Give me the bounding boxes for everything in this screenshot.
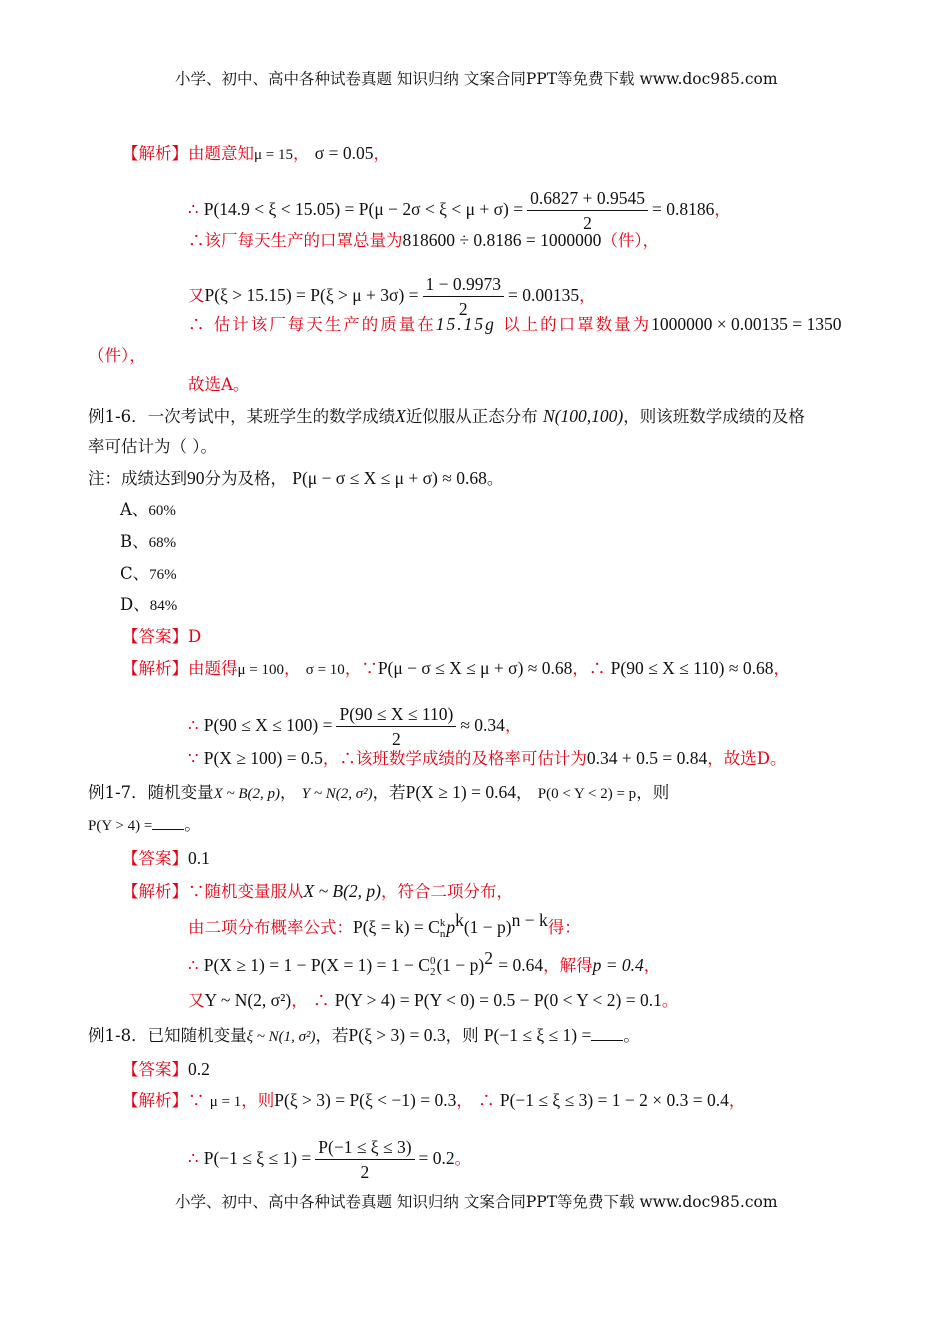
fraction: $\frac{1 - 0.9973}{2}$ [423,272,505,321]
therefore-symbol: ∴ [312,991,330,1010]
question-1-6: 例1-6．一次考试中，某班学生的数学成绩X近似服从正态分布 N(100,100)，则该班数学成绩的及格 [88,406,805,426]
because-symbol: ∵ [188,882,205,901]
answer-1-8: 【答案】0.2 [122,1059,210,1079]
analysis-1-7-line-2: 由二项分布概率公式：P(ξ = k) = C k n $p^k(1 - p)^{n - k}$得： [188,910,581,940]
option-b: B、68% [120,532,177,551]
solution-line-1: 【解析】由题意知μ = 15， σ = 0.05， [122,143,390,163]
therefore-symbol: ∴ [588,659,606,678]
solution-choice: 故选A。 [188,375,250,394]
question-label: 例1-8． [88,1026,148,1045]
solution-line-6: （件）， [88,346,146,365]
option-c: C、76% [120,564,177,583]
because-symbol: ∵ [188,1091,205,1110]
question-1-7-line-2: P(Y > 4) = 。 [88,815,201,834]
therefore-symbol: ∴ [188,231,205,250]
answer-1-6: 【答案】D [122,627,202,646]
solution-line-5: ∴ 估计该厂每天生产的质量在15.15g 以上的口罩数量为1000000 × 0.00135 = 1350 [188,314,842,334]
answer-blank [152,815,184,830]
sub-superscript: k n [439,916,446,940]
fraction: $\frac{P(-1 \le \xi \le 3)}{2}$ [315,1135,414,1184]
option-d: D、84% [120,595,178,614]
analysis-mark: 【解析】 [122,882,188,901]
therefore-symbol: ∴ [188,956,199,975]
therefore-symbol: ∴ [188,200,199,219]
therefore-symbol: ∴ [188,716,199,735]
solution-line-3: ∴该厂每天生产的口罩总量为818600 ÷ 0.8186 = 1000000（件）， [188,230,660,250]
analysis-1-8-line-1: 【解析】∵ μ = 1，则P(ξ > 3) = P(ξ < −1) = 0.3， ∴ P(−1 ≤ ξ ≤ 3) = 1 − 2 × 0.3 = 0.4， [122,1090,746,1110]
sub-superscript: 0 2 [429,954,436,978]
page-footer: 小学、初中、高中各种试卷真题 知识归纳 文案合同PPT等免费下载 www.doc985.com [175,1193,778,1211]
analysis-mark: 【解析】 [122,1091,188,1110]
therefore-symbol: ∴ [478,1091,495,1110]
analysis-1-7-line-1: 【解析】∵随机变量服从X ~ B(2, p)，符合二项分布， [122,881,514,901]
analysis-1-6-line-1: 【解析】由题得μ = 100， σ = 10，∵P(μ − σ ≤ X ≤ μ + σ) ≈ 0.68，∴ P(90 ≤ X ≤ 110) ≈ 0.68， [122,658,790,678]
answer-mark: 【答案】 [122,627,188,646]
therefore-symbol: ∴ [339,749,356,768]
analysis-mark: 【解析】 [122,144,188,163]
because-symbol: ∵ [188,749,199,768]
therefore-symbol: ∴ [188,315,207,334]
question-label: 例1-7． [88,783,148,802]
fraction: $\frac{P(90 \le X \le 110)}{2}$ [336,702,456,751]
therefore-symbol: ∴ [188,1149,199,1168]
solution-line-2: ∴ P(14.9 < ξ < 15.05) = P(μ − 2σ < ξ < μ + σ) = $\frac{0.6827 + 0.9545}{2}$ = 0.8186， [188,188,731,233]
option-a: A、60% [120,500,176,519]
answer-mark: 【答案】 [122,1060,188,1079]
answer-1-7: 【答案】0.1 [122,848,210,868]
analysis-1-8-line-2: ∴ P(−1 ≤ ξ ≤ 1) = $\frac{P(-1 \le \xi \le 3)}{2}$ = 0.2。 [188,1137,472,1182]
analysis-1-6-line-2: ∴ P(90 ≤ X ≤ 100) = $\frac{P(90 \le X \le 110)}{2}$ ≈ 0.34， [188,704,522,749]
question-1-7: 例1-7．随机变量X ~ B(2, p)， Y ~ N(2, σ²)，若P(X ≥ 1) = 0.64， P(0 < Y < 2) = p，则 [88,782,670,802]
analysis-1-7-line-4: 又Y ~ N(2, σ²)， ∴ P(Y > 4) = P(Y < 0) = 0.5 − P(0 < Y < 2) = 0.1。 [188,990,679,1010]
analysis-1-6-line-3: ∵ P(X ≥ 100) = 0.5，∴该班数学成绩的及格率可估计为0.34 + 0.5 = 0.84，故选D。 [188,748,787,768]
page-header: 小学、初中、高中各种试卷真题 知识归纳 文案合同PPT等免费下载 www.doc985.com [175,70,778,88]
fraction: $\frac{0.6827 + 0.9545}{2}$ [527,186,648,235]
question-label: 例1-6． [88,407,148,426]
question-1-6-note: 注：成绩达到90分为及格， P(μ − σ ≤ X ≤ μ + σ) ≈ 0.68。 [88,468,504,488]
analysis-1-7-line-3: ∴ P(X ≥ 1) = 1 − P(X = 1) = 1 − C 0 2 $(1 - p)^2 = 0.64$，解得p = 0.4， [188,948,661,978]
analysis-mark: 【解析】 [122,659,188,678]
answer-blank [591,1026,623,1041]
answer-mark: 【答案】 [122,849,188,868]
because-symbol: ∵ [361,659,378,678]
question-1-8: 例1-8．已知随机变量ξ ~ N(1, σ²)，若P(ξ > 3) = 0.3，则 P(−1 ≤ ξ ≤ 1) = 。 [88,1025,640,1045]
question-1-6-line-2: 率可估计为（ ）。 [88,437,217,456]
solution-line-4: 又P(ξ > 15.15) = P(ξ > μ + 3σ) = $\frac{1 - 0.9973}{2}$ = 0.00135， [188,274,596,319]
